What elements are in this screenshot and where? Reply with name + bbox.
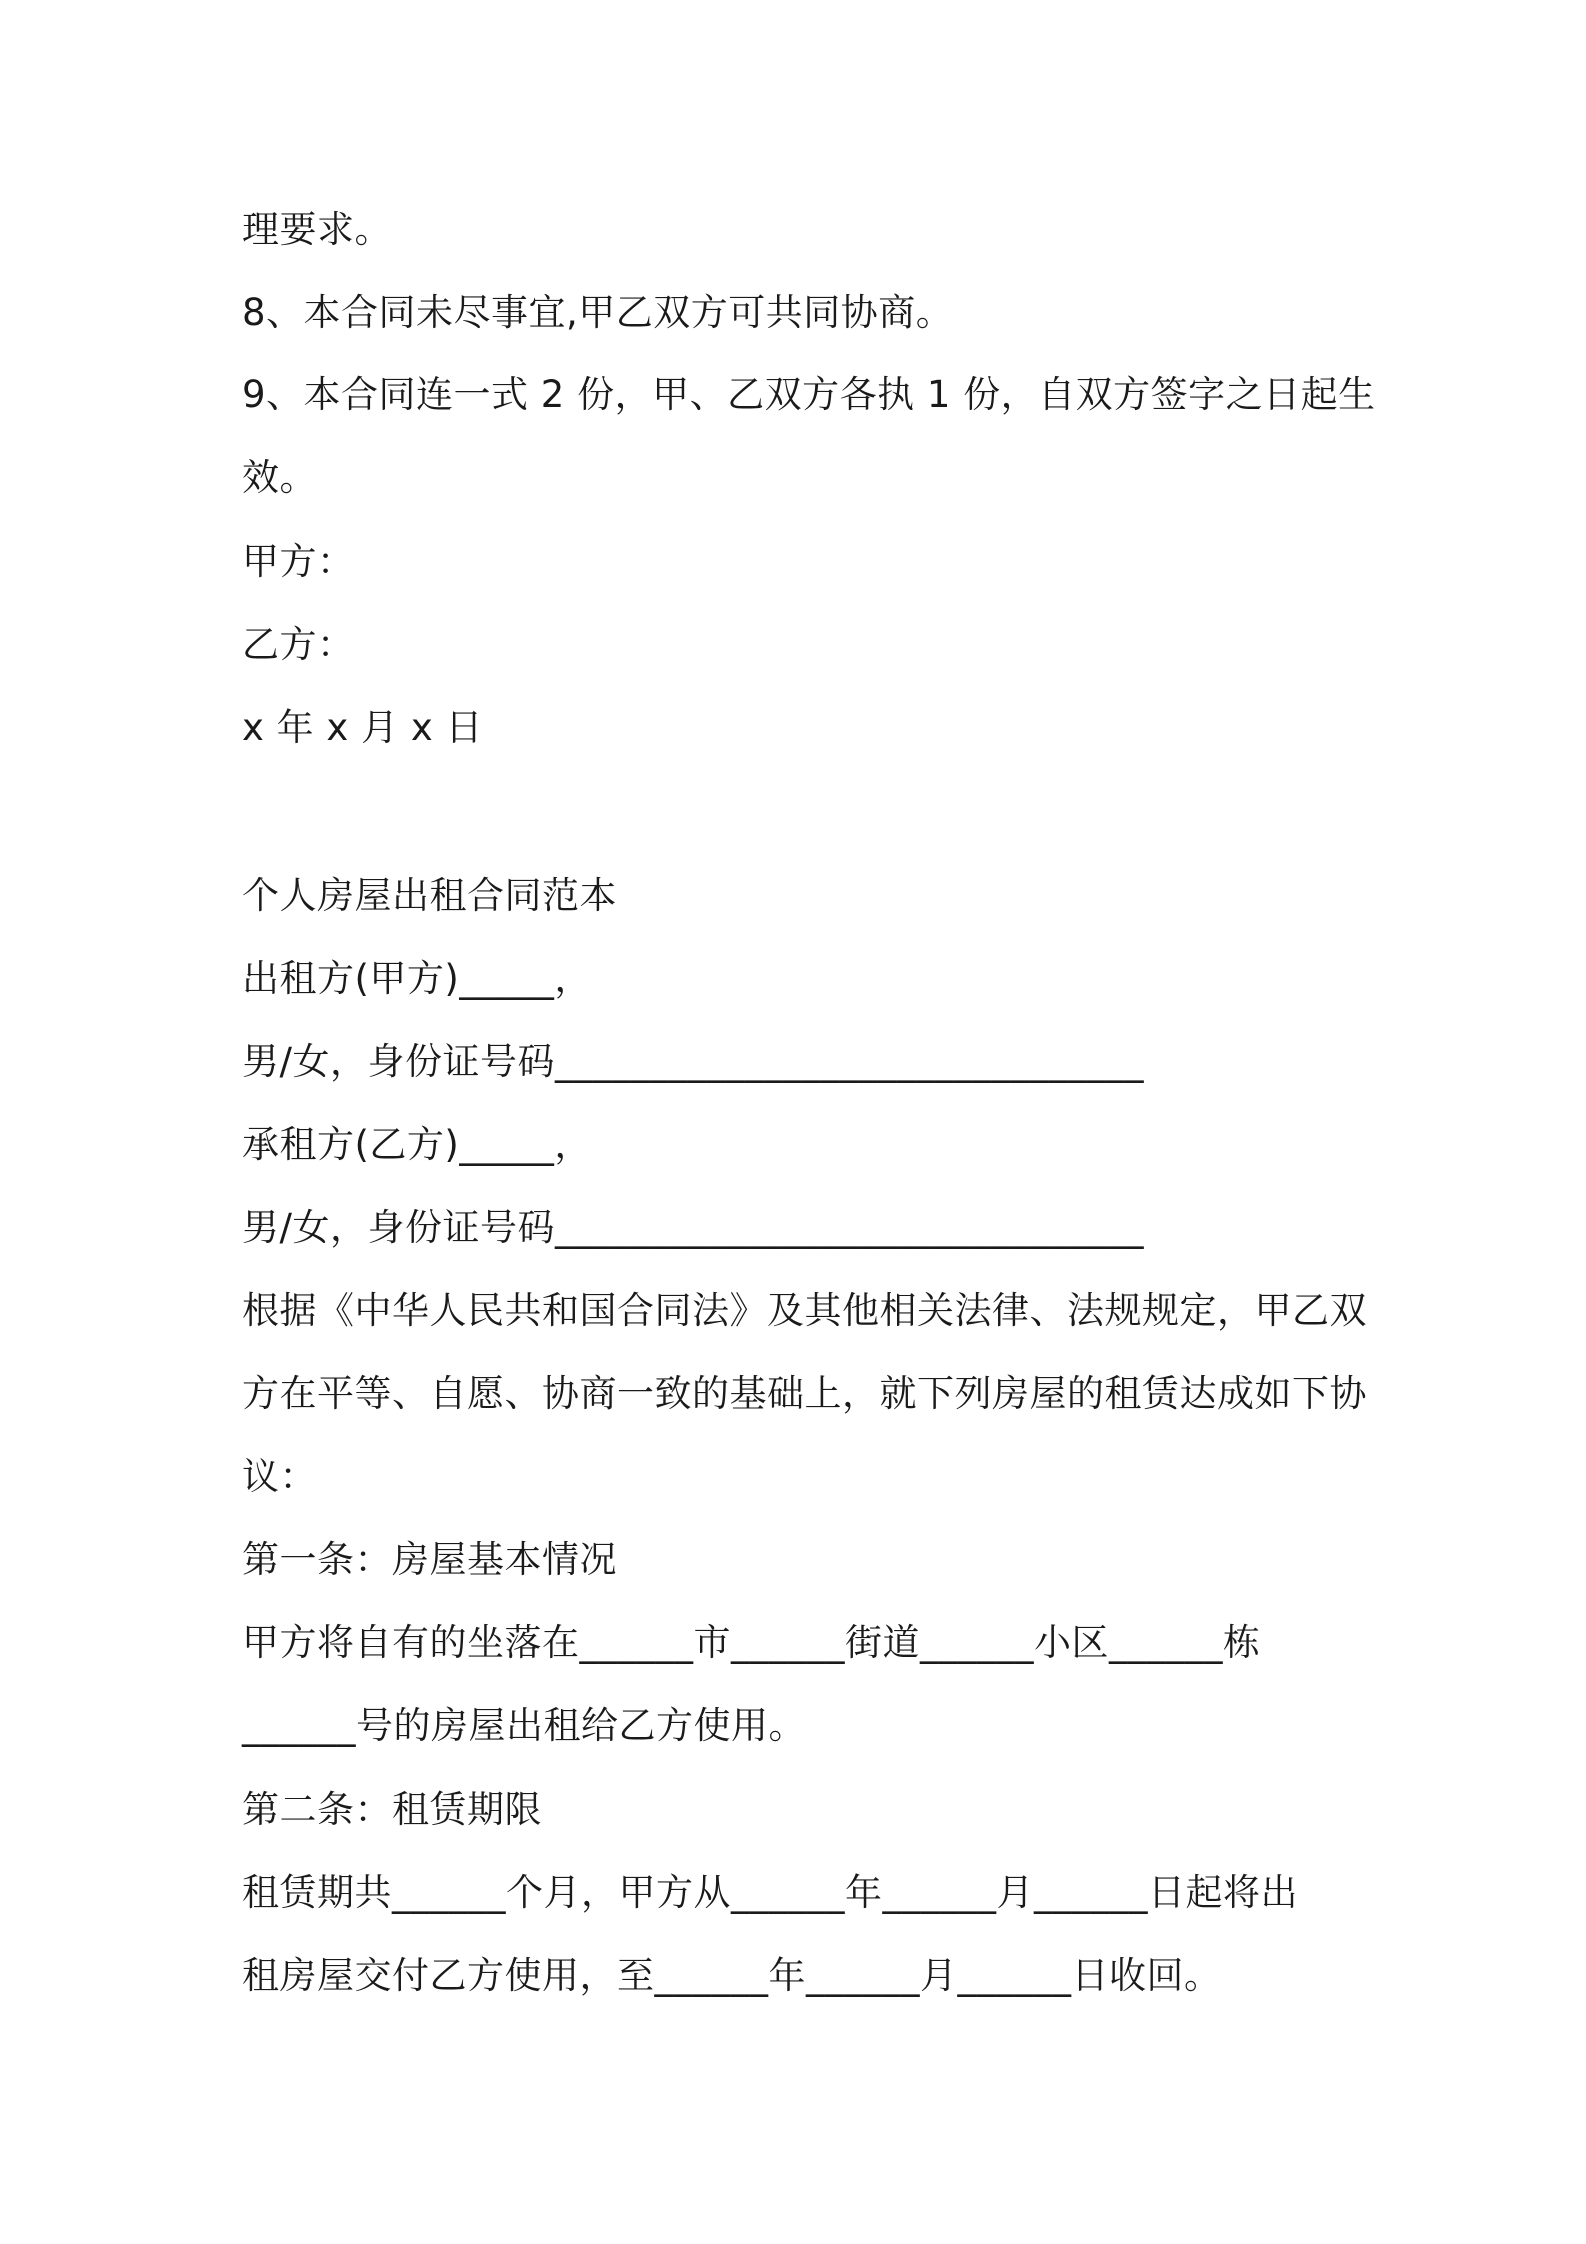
clause-7-tail: 理要求。 <box>242 208 392 251</box>
lessee-line: 承租方(乙方)_____， <box>242 1123 592 1166</box>
signature-party-b: 乙方： <box>242 623 355 666</box>
article-2-heading: 第二条：租赁期限 <box>242 1788 542 1831</box>
preamble-line-1: 根据《中华人民共和国合同法》及其他相关法律、法规规定，甲乙双 <box>242 1289 1367 1332</box>
article-1-heading: 第一条：房屋基本情况 <box>242 1538 617 1581</box>
article-1-line-2: ______号的房屋出租给乙方使用。 <box>242 1704 806 1747</box>
clause-8: 8、本合同未尽事宜,甲乙双方可共同协商。 <box>242 291 954 334</box>
preamble-line-2: 方在平等、自愿、协商一致的基础上，就下列房屋的租赁达成如下协 <box>242 1372 1367 1415</box>
contract-title: 个人房屋出租合同范本 <box>242 874 617 917</box>
article-2-line-1: 租赁期共______个月，甲方从______年______月______日起将出 <box>242 1871 1298 1914</box>
signature-party-a: 甲方： <box>242 540 355 583</box>
lessor-line: 出租方(甲方)_____， <box>242 957 592 1000</box>
preamble-line-3: 议： <box>242 1455 317 1498</box>
clause-9-line-1: 9、本合同连一式 2 份，甲、乙双方各执 1 份，自双方签字之日起生 <box>242 373 1376 416</box>
signature-date: x 年 x 月 x 日 <box>242 706 483 749</box>
clause-9-line-2: 效。 <box>242 456 317 499</box>
lessee-id-line: 男/女，身份证号码_______________________________ <box>242 1206 1144 1249</box>
lessor-id-line: 男/女，身份证号码_______________________________ <box>242 1040 1144 1083</box>
article-1-line-1: 甲方将自有的坐落在______市______街道______小区______栋 <box>242 1621 1261 1664</box>
article-2-line-2: 租房屋交付乙方使用，至______年______月______日收回。 <box>242 1954 1222 1997</box>
